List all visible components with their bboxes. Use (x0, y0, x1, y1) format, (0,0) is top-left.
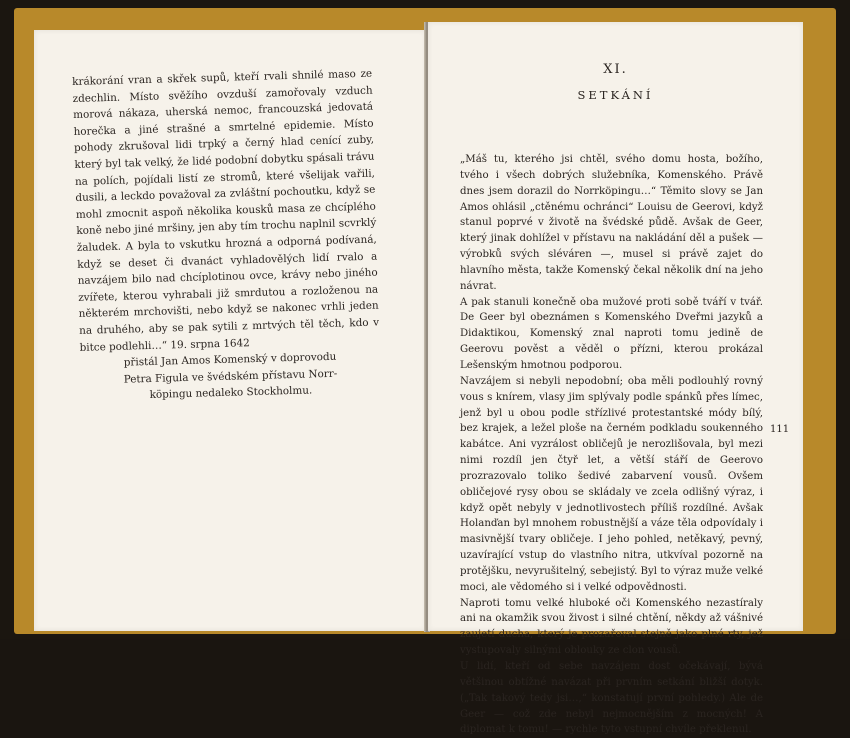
right-page-text (460, 152, 763, 738)
right-paragraph: Naproti tomu velké hluboké oči Komenského nezastíraly ani na okamžik svou živost i silné chtění, někdy až vášnivé zaujetí ducha, který je prozařoval stejně jako plné rty, jež vystupovaly silnými oblouky ze clon vousů. (460, 597, 763, 657)
right-paragraph: U lidí, kteří od sebe navzájem dost očekávají, bývá většinou obtížné navázat při prvním setkání bližší dotyk. („Tak takový tedy jsi…,“ konstatují první pohledy.) Ale de Geer — což zde nebyl nejmocnějším z mocných! A diplomat k tomu! — rychle tyto vstupní chvíle překlenul. (460, 661, 763, 736)
right-paragraph: Navzájem si nebyli nepodobní; oba měli podlouhlý rovný vous s knírem, vlasy jim splývaly podle spánků přes límec, jenž byl u obou podle střízlivé protestantské módy bílý, bez krajek, a ležel ploše na černém podkladu soukenného kabátce. Ani vyzrálost obličejů je nerozlišovala, byl mezi nimi rozdíl jen čtyř let, a větší stáří de Geerovo prozrazovalo toliko šedivé zabarvení vousů. Ovšem obličejové rysy obou se skládaly ve zcela odlišný výraz, i když opět nebyly v jednotlivostech příliš rozdílné. Avšak Holanďan byl mnohem robustnější a váze těla odpovídaly i masivnější tvary obličeje. I jeho pohled, netěkavý, pevný, uzavírající vstup do vlastního nitra, utkvíval pozorně na protějšku, nevyrušitelný, sebejistý. Byl to výraz muže velké moci, ale vědomého si i velké odpovědnosti. (460, 375, 763, 593)
right-paragraph: „Máš tu, kterého jsi chtěl, svého domu hosta, božího, tvého i všech dobrých služebníka, Komenského. Právě dnes jsem dorazil do Norrköpingu…“ Těmito slovy se Jan Amos ohlásil „ctěnému ochránci“ Louisu de Geerovi, když stanul poprvé v životě na švédské půdě. Avšak de Geer, který jinak dohlížel v přístavu na nakládání děl a pušek — výrobků svých sléváren —, musel si právě zajet do hlavního města, takže Komenský čekal několik dní na jeho návrat. (460, 154, 763, 292)
left-paragraph: krákorání vran a skřek supů, kteří rvali shnilé maso ze zdechlin. Místo svěžího ovzduší zamořovaly vzduch morová nákaza, uherská nemoc, francouzská jedovatá horečka a jiné strašné a smrtelné epidemie. Místo pohody zkrušoval lidi trpký a černý hlad cenící zuby, který byl tak velký, že lidé podobní dobytku spásali trávu na polích, pojídali listí ze stromů, které všelijak vařili, dusili, a leckdo považoval za zvláštní pochoutku, když se mohl zmocnit aspoň několika kousků masa ze chcíplého koně nebo jiné mršiny, jen aby tím trochu naplnil scvrklý žaludek. A byla to vskutku hrozná a odporná podívaná, když se deset či dvanáct vyhladovělých lidí rvalo a navzájem bilo nad chcíplotinou ovce, krávy nebo jiného zvířete, kterou vyhrabali již smrdutou a rozloženou na některém mrchovišti, nebo když se nakonec vrhli jeden na druhého, aby se pak sytili z mrtvých těl těch, kdo v bitce podlehli…“ 19. srpna 1642 (72, 67, 380, 354)
chapter-number: XI. (603, 62, 628, 77)
left-closing-line: köpingu nedaleko Stockholmu. (149, 384, 313, 402)
chapter-title: SETKÁNÍ (577, 88, 654, 102)
page-number: 111 (770, 424, 790, 435)
left-page-text (72, 66, 381, 406)
left-closing-line: přistál Jan Amos Komenský v doprovodu (123, 350, 337, 369)
left-closing-line: Petra Figula ve švédském přístavu Norr- (123, 367, 338, 386)
right-paragraph: A pak stanuli konečně oba mužové proti sobě tváří v tvář. De Geer byl obeznámen s Komenského Dveřmi jazyků a Didaktikou, Komenský znal naproti tomu jedině de Geerovu pověst a věděl o přízni, kterou prokázal Lešenským hmotnou podporou. (460, 296, 763, 371)
left-page (34, 30, 426, 631)
right-page (428, 22, 803, 736)
